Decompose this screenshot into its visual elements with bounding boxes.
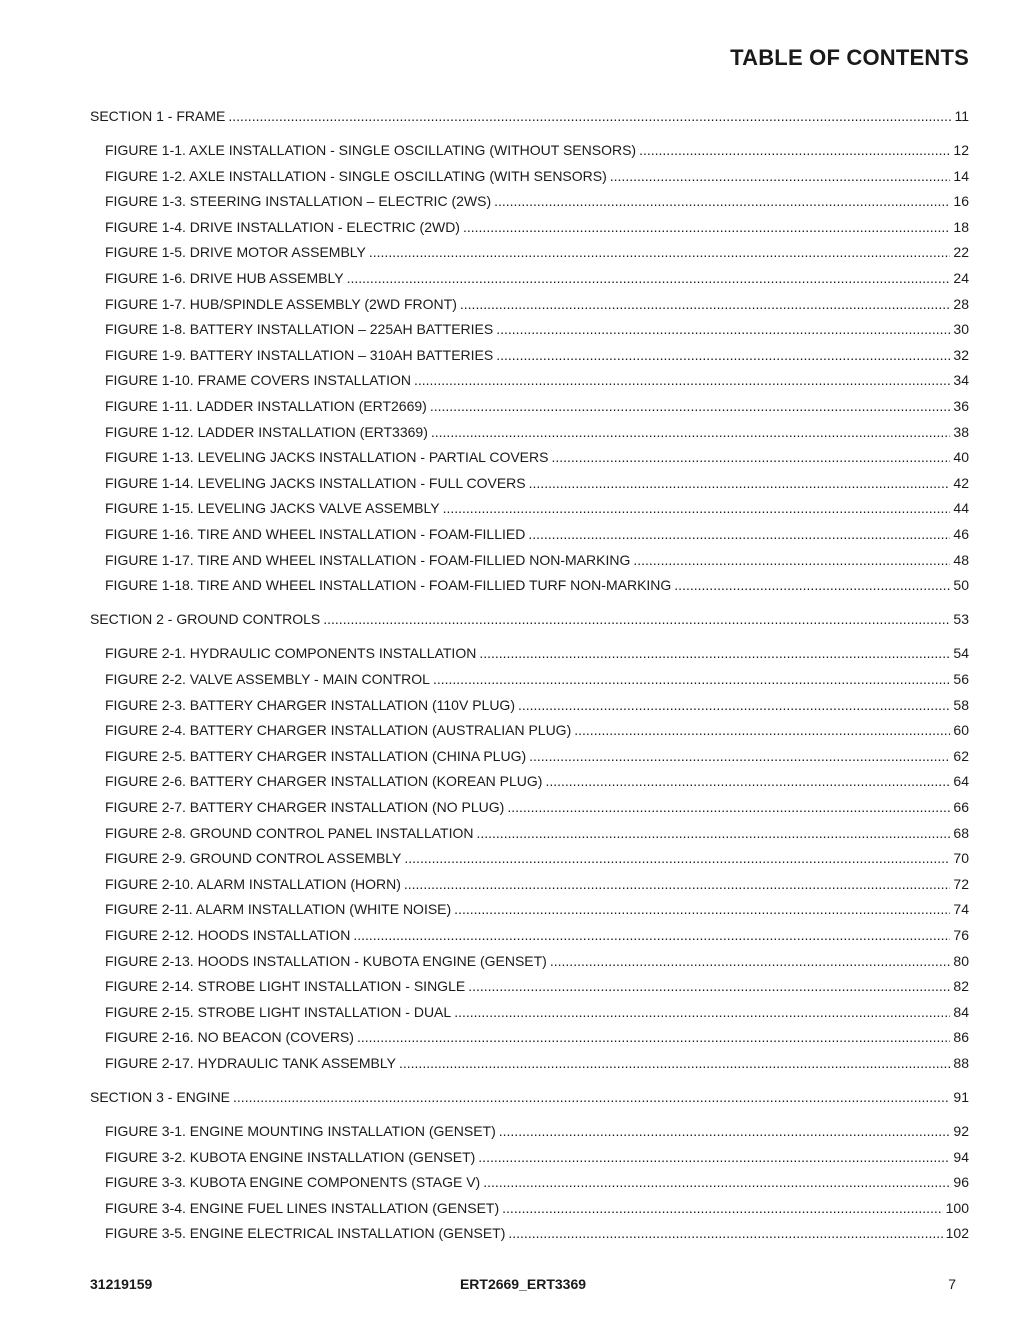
dot-leader	[454, 1000, 950, 1026]
toc-entry-title: FIGURE 2-14. STROBE LIGHT INSTALLATION - SINGLE	[105, 978, 466, 995]
toc-figure-entry[interactable]	[90, 471, 969, 497]
toc-entry-title: FIGURE 1-9. BATTERY INSTALLATION – 310AH BATTERIES	[105, 346, 494, 363]
toc-figure-entry[interactable]	[90, 138, 969, 164]
toc-entry-title: FIGURE 1-14. LEVELING JACKS INSTALLATION - FULL COVERS	[105, 474, 526, 491]
toc-entry-title: FIGURE 2-5. BATTERY CHARGER INSTALLATION (CHINA PLUG)	[105, 747, 527, 764]
table-of-contents	[90, 104, 969, 1247]
toc-figure-entry[interactable]	[90, 189, 969, 215]
toc-figure-entry[interactable]	[90, 292, 969, 318]
toc-entry-page: 14	[953, 167, 969, 184]
toc-entry-title: SECTION 2 - GROUND CONTROLS	[90, 611, 321, 628]
toc-entry-page: 92	[953, 1123, 969, 1140]
toc-entry-title: SECTION 3 - ENGINE	[90, 1088, 231, 1105]
toc-figure-entry[interactable]	[90, 974, 969, 1000]
toc-entry-page: 58	[953, 696, 969, 713]
toc-entry-title: FIGURE 2-10. ALARM INSTALLATION (HORN)	[105, 875, 401, 892]
toc-entry-page: 56	[953, 670, 969, 687]
toc-entry-title: FIGURE 2-8. GROUND CONTROL PANEL INSTALLATION	[105, 824, 474, 841]
toc-entry-page: 60	[953, 722, 969, 739]
dot-leader	[483, 1170, 950, 1196]
toc-entry-page: 84	[953, 1003, 969, 1020]
toc-entry-page: 38	[953, 423, 969, 440]
dot-leader	[574, 718, 950, 744]
toc-entry-title: FIGURE 1-1. AXLE INSTALLATION - SINGLE OSCILLATING (WITHOUT SENSORS)	[105, 142, 637, 159]
page-footer	[90, 1276, 956, 1296]
dot-leader	[430, 394, 951, 420]
dot-leader	[468, 974, 950, 1000]
dot-leader	[404, 872, 951, 898]
document-number: 31219159	[90, 1276, 153, 1292]
toc-entry-page: 28	[953, 295, 969, 312]
dot-leader	[633, 548, 950, 574]
dot-leader	[508, 1221, 942, 1247]
toc-entry-page: 91	[953, 1088, 969, 1105]
dot-leader	[528, 522, 950, 548]
toc-entry-page: 18	[953, 218, 969, 235]
dot-leader	[323, 607, 950, 633]
toc-entry-page: 42	[953, 474, 969, 491]
toc-entry-title: FIGURE 1-12. LADDER INSTALLATION (ERT3369)	[105, 423, 428, 440]
toc-figure-entry[interactable]	[90, 343, 969, 369]
dot-leader	[507, 795, 950, 821]
dot-leader	[502, 1196, 942, 1222]
toc-entry-title: FIGURE 1-2. AXLE INSTALLATION - SINGLE OSCILLATING (WITH SENSORS)	[105, 167, 607, 184]
toc-entry-title: FIGURE 3-3. KUBOTA ENGINE COMPONENTS (STAGE V)	[105, 1174, 481, 1191]
dot-leader	[454, 897, 950, 923]
toc-entry-page: 22	[953, 244, 969, 261]
dot-leader	[550, 949, 951, 975]
dot-leader	[233, 1085, 950, 1111]
dot-leader	[353, 923, 950, 949]
toc-entry-title: FIGURE 2-13. HOODS INSTALLATION - KUBOTA ENGINE (GENSET)	[105, 952, 547, 969]
dot-leader	[460, 292, 951, 318]
toc-section-entry[interactable]	[90, 104, 969, 130]
dot-leader	[674, 573, 950, 599]
toc-entry-page: 34	[953, 372, 969, 389]
toc-entry-page: 68	[953, 824, 969, 841]
toc-entry-page: 70	[953, 850, 969, 867]
toc-section-entry[interactable]	[90, 607, 969, 633]
toc-entry-page: 46	[953, 526, 969, 542]
dot-leader	[476, 821, 950, 847]
toc-entry-title: FIGURE 1-18. TIRE AND WHEEL INSTALLATION - FOAM-FILLIED TURF NON-MARKING	[105, 577, 672, 594]
toc-figure-entry[interactable]	[90, 769, 969, 795]
toc-figure-entry[interactable]	[90, 368, 969, 394]
toc-entry-title: FIGURE 2-17. HYDRAULIC TANK ASSEMBLY	[105, 1054, 396, 1071]
toc-entry-title: FIGURE 1-7. HUB/SPINDLE ASSEMBLY (2WD FRONT)	[105, 295, 457, 312]
toc-figure-entry[interactable]	[90, 821, 969, 847]
toc-entry-title: FIGURE 3-5. ENGINE ELECTRICAL INSTALLATION (GENSET)	[105, 1225, 506, 1242]
dot-leader	[496, 317, 950, 343]
dot-leader	[479, 641, 950, 667]
dot-leader	[404, 846, 950, 872]
dot-leader	[494, 189, 950, 215]
toc-entry-title: FIGURE 1-16. TIRE AND WHEEL INSTALLATION - FOAM-FILLIED	[105, 526, 526, 542]
dot-leader	[433, 667, 950, 693]
toc-figure-entry[interactable]	[90, 394, 969, 420]
dot-leader	[414, 368, 950, 394]
toc-entry-title: FIGURE 3-4. ENGINE FUEL LINES INSTALLATION (GENSET)	[105, 1199, 500, 1216]
toc-figure-entry[interactable]	[90, 548, 969, 574]
dot-leader	[551, 445, 950, 471]
toc-entry-title: FIGURE 2-2. VALVE ASSEMBLY - MAIN CONTROL	[105, 670, 430, 687]
toc-entry-title: FIGURE 2-9. GROUND CONTROL ASSEMBLY	[105, 850, 402, 867]
toc-entry-title: FIGURE 1-3. STEERING INSTALLATION – ELECTRIC (2WS)	[105, 193, 492, 210]
toc-figure-entry[interactable]	[90, 795, 969, 821]
dot-leader	[228, 104, 951, 130]
toc-entry-page: 16	[953, 193, 969, 210]
toc-figure-entry[interactable]	[90, 522, 969, 548]
page-title: TABLE OF CONTENTS	[730, 45, 969, 70]
toc-figure-entry[interactable]	[90, 573, 969, 599]
toc-entry-title: FIGURE 2-12. HOODS INSTALLATION	[105, 926, 351, 943]
toc-entry-title: FIGURE 1-10. FRAME COVERS INSTALLATION	[105, 372, 411, 389]
dot-leader	[357, 1025, 950, 1051]
toc-entry-title: FIGURE 2-4. BATTERY CHARGER INSTALLATION (AUSTRALIAN PLUG)	[105, 722, 572, 739]
dot-leader	[399, 1051, 950, 1077]
toc-entry-title: FIGURE 1-15. LEVELING JACKS VALVE ASSEMBLY	[105, 500, 440, 517]
dot-leader	[639, 138, 950, 164]
toc-figure-entry[interactable]	[90, 1170, 969, 1196]
toc-entry-page: 12	[953, 142, 969, 159]
toc-figure-entry[interactable]	[90, 667, 969, 693]
model-identifier: ERT2669_ERT3369	[459, 1276, 587, 1292]
toc-figure-entry[interactable]	[90, 1196, 969, 1222]
toc-entry-page: 40	[953, 449, 969, 466]
dot-leader	[610, 164, 951, 190]
dot-leader	[529, 471, 951, 497]
toc-entry-title: FIGURE 3-2. KUBOTA ENGINE INSTALLATION (GENSET)	[105, 1148, 476, 1165]
toc-figure-entry[interactable]	[90, 1025, 969, 1051]
toc-entry-title: FIGURE 2-7. BATTERY CHARGER INSTALLATION (NO PLUG)	[105, 798, 505, 815]
toc-entry-page: 64	[953, 773, 969, 790]
toc-figure-entry[interactable]	[90, 744, 969, 770]
toc-entry-page: 11	[954, 108, 969, 124]
toc-entry-title: FIGURE 2-3. BATTERY CHARGER INSTALLATION (110V PLUG)	[105, 696, 515, 713]
toc-entry-title: FIGURE 1-17. TIRE AND WHEEL INSTALLATION - FOAM-FILLIED NON-MARKING	[105, 551, 631, 568]
toc-figure-entry[interactable]	[90, 846, 969, 872]
toc-entry-page: 62	[953, 747, 969, 764]
toc-figure-entry[interactable]	[90, 641, 969, 667]
dot-leader	[518, 693, 950, 719]
toc-figure-entry[interactable]	[90, 164, 969, 190]
toc-figure-entry[interactable]	[90, 1000, 969, 1026]
toc-entry-title: FIGURE 2-1. HYDRAULIC COMPONENTS INSTALLATION	[105, 645, 477, 662]
toc-entry-title: FIGURE 1-6. DRIVE HUB ASSEMBLY	[105, 270, 344, 287]
dot-leader	[431, 420, 951, 446]
toc-section-entry[interactable]	[90, 1085, 969, 1111]
dot-leader	[478, 1145, 950, 1171]
toc-entry-page: 32	[953, 346, 969, 363]
toc-entry-title: FIGURE 3-1. ENGINE MOUNTING INSTALLATION (GENSET)	[105, 1123, 496, 1140]
toc-entry-page: 72	[953, 875, 969, 892]
toc-entry-title: FIGURE 1-11. LADDER INSTALLATION (ERT2669)	[105, 398, 427, 415]
toc-figure-entry[interactable]	[90, 496, 969, 522]
toc-figure-entry[interactable]	[90, 1221, 969, 1247]
toc-figure-entry[interactable]	[90, 215, 969, 241]
toc-figure-entry[interactable]	[90, 897, 969, 923]
toc-entry-page: 66	[953, 798, 969, 815]
toc-entry-page: 54	[953, 645, 969, 662]
toc-entry-page: 30	[953, 321, 969, 338]
toc-figure-entry[interactable]	[90, 1119, 969, 1145]
toc-entry-title: FIGURE 1-13. LEVELING JACKS INSTALLATION - PARTIAL COVERS	[105, 449, 549, 466]
toc-entry-page: 94	[953, 1148, 969, 1165]
toc-entry-title: FIGURE 2-6. BATTERY CHARGER INSTALLATION (KOREAN PLUG)	[105, 773, 543, 790]
dot-leader	[499, 1119, 951, 1145]
dot-leader	[443, 496, 951, 522]
toc-figure-entry[interactable]	[90, 1145, 969, 1171]
dot-leader	[369, 240, 951, 266]
dot-leader	[529, 744, 950, 770]
toc-figure-entry[interactable]	[90, 872, 969, 898]
toc-entry-page: 96	[953, 1174, 969, 1191]
toc-figure-entry[interactable]	[90, 718, 969, 744]
page-number: 7	[948, 1276, 956, 1292]
dot-leader	[496, 343, 950, 369]
toc-figure-entry[interactable]	[90, 1051, 969, 1077]
toc-entry-page: 102	[945, 1225, 969, 1242]
toc-entry-title: SECTION 1 - FRAME	[90, 108, 226, 124]
toc-figure-entry[interactable]	[90, 317, 969, 343]
toc-entry-title: FIGURE 2-16. NO BEACON (COVERS)	[105, 1029, 354, 1046]
toc-entry-page: 36	[953, 398, 969, 415]
toc-entry-page: 53	[953, 611, 969, 628]
toc-entry-page: 24	[953, 270, 969, 287]
toc-figure-entry[interactable]	[90, 949, 969, 975]
toc-entry-page: 80	[953, 952, 969, 969]
toc-entry-title: FIGURE 1-8. BATTERY INSTALLATION – 225AH BATTERIES	[105, 321, 494, 338]
toc-figure-entry[interactable]	[90, 420, 969, 446]
toc-figure-entry[interactable]	[90, 266, 969, 292]
toc-entry-title: FIGURE 1-4. DRIVE INSTALLATION - ELECTRIC (2WD)	[105, 218, 460, 235]
dot-leader	[347, 266, 951, 292]
toc-entry-page: 74	[953, 901, 969, 918]
toc-entry-title: FIGURE 2-11. ALARM INSTALLATION (WHITE NOISE)	[105, 901, 452, 918]
toc-entry-page: 100	[945, 1199, 969, 1216]
toc-entry-page: 88	[953, 1054, 969, 1071]
toc-entry-page: 50	[953, 577, 969, 594]
toc-figure-entry[interactable]	[90, 240, 969, 266]
toc-entry-title: FIGURE 1-5. DRIVE MOTOR ASSEMBLY	[105, 244, 366, 261]
toc-entry-page: 86	[953, 1029, 969, 1046]
toc-figure-entry[interactable]	[90, 445, 969, 471]
toc-entry-title: FIGURE 2-15. STROBE LIGHT INSTALLATION - DUAL	[105, 1003, 452, 1020]
dot-leader	[463, 215, 950, 241]
toc-entry-page: 48	[953, 551, 969, 568]
toc-entry-page: 44	[953, 500, 969, 517]
dot-leader	[545, 769, 950, 795]
toc-entry-page: 82	[953, 978, 969, 995]
toc-figure-entry[interactable]	[90, 923, 969, 949]
toc-figure-entry[interactable]	[90, 693, 969, 719]
toc-entry-page: 76	[953, 926, 969, 943]
